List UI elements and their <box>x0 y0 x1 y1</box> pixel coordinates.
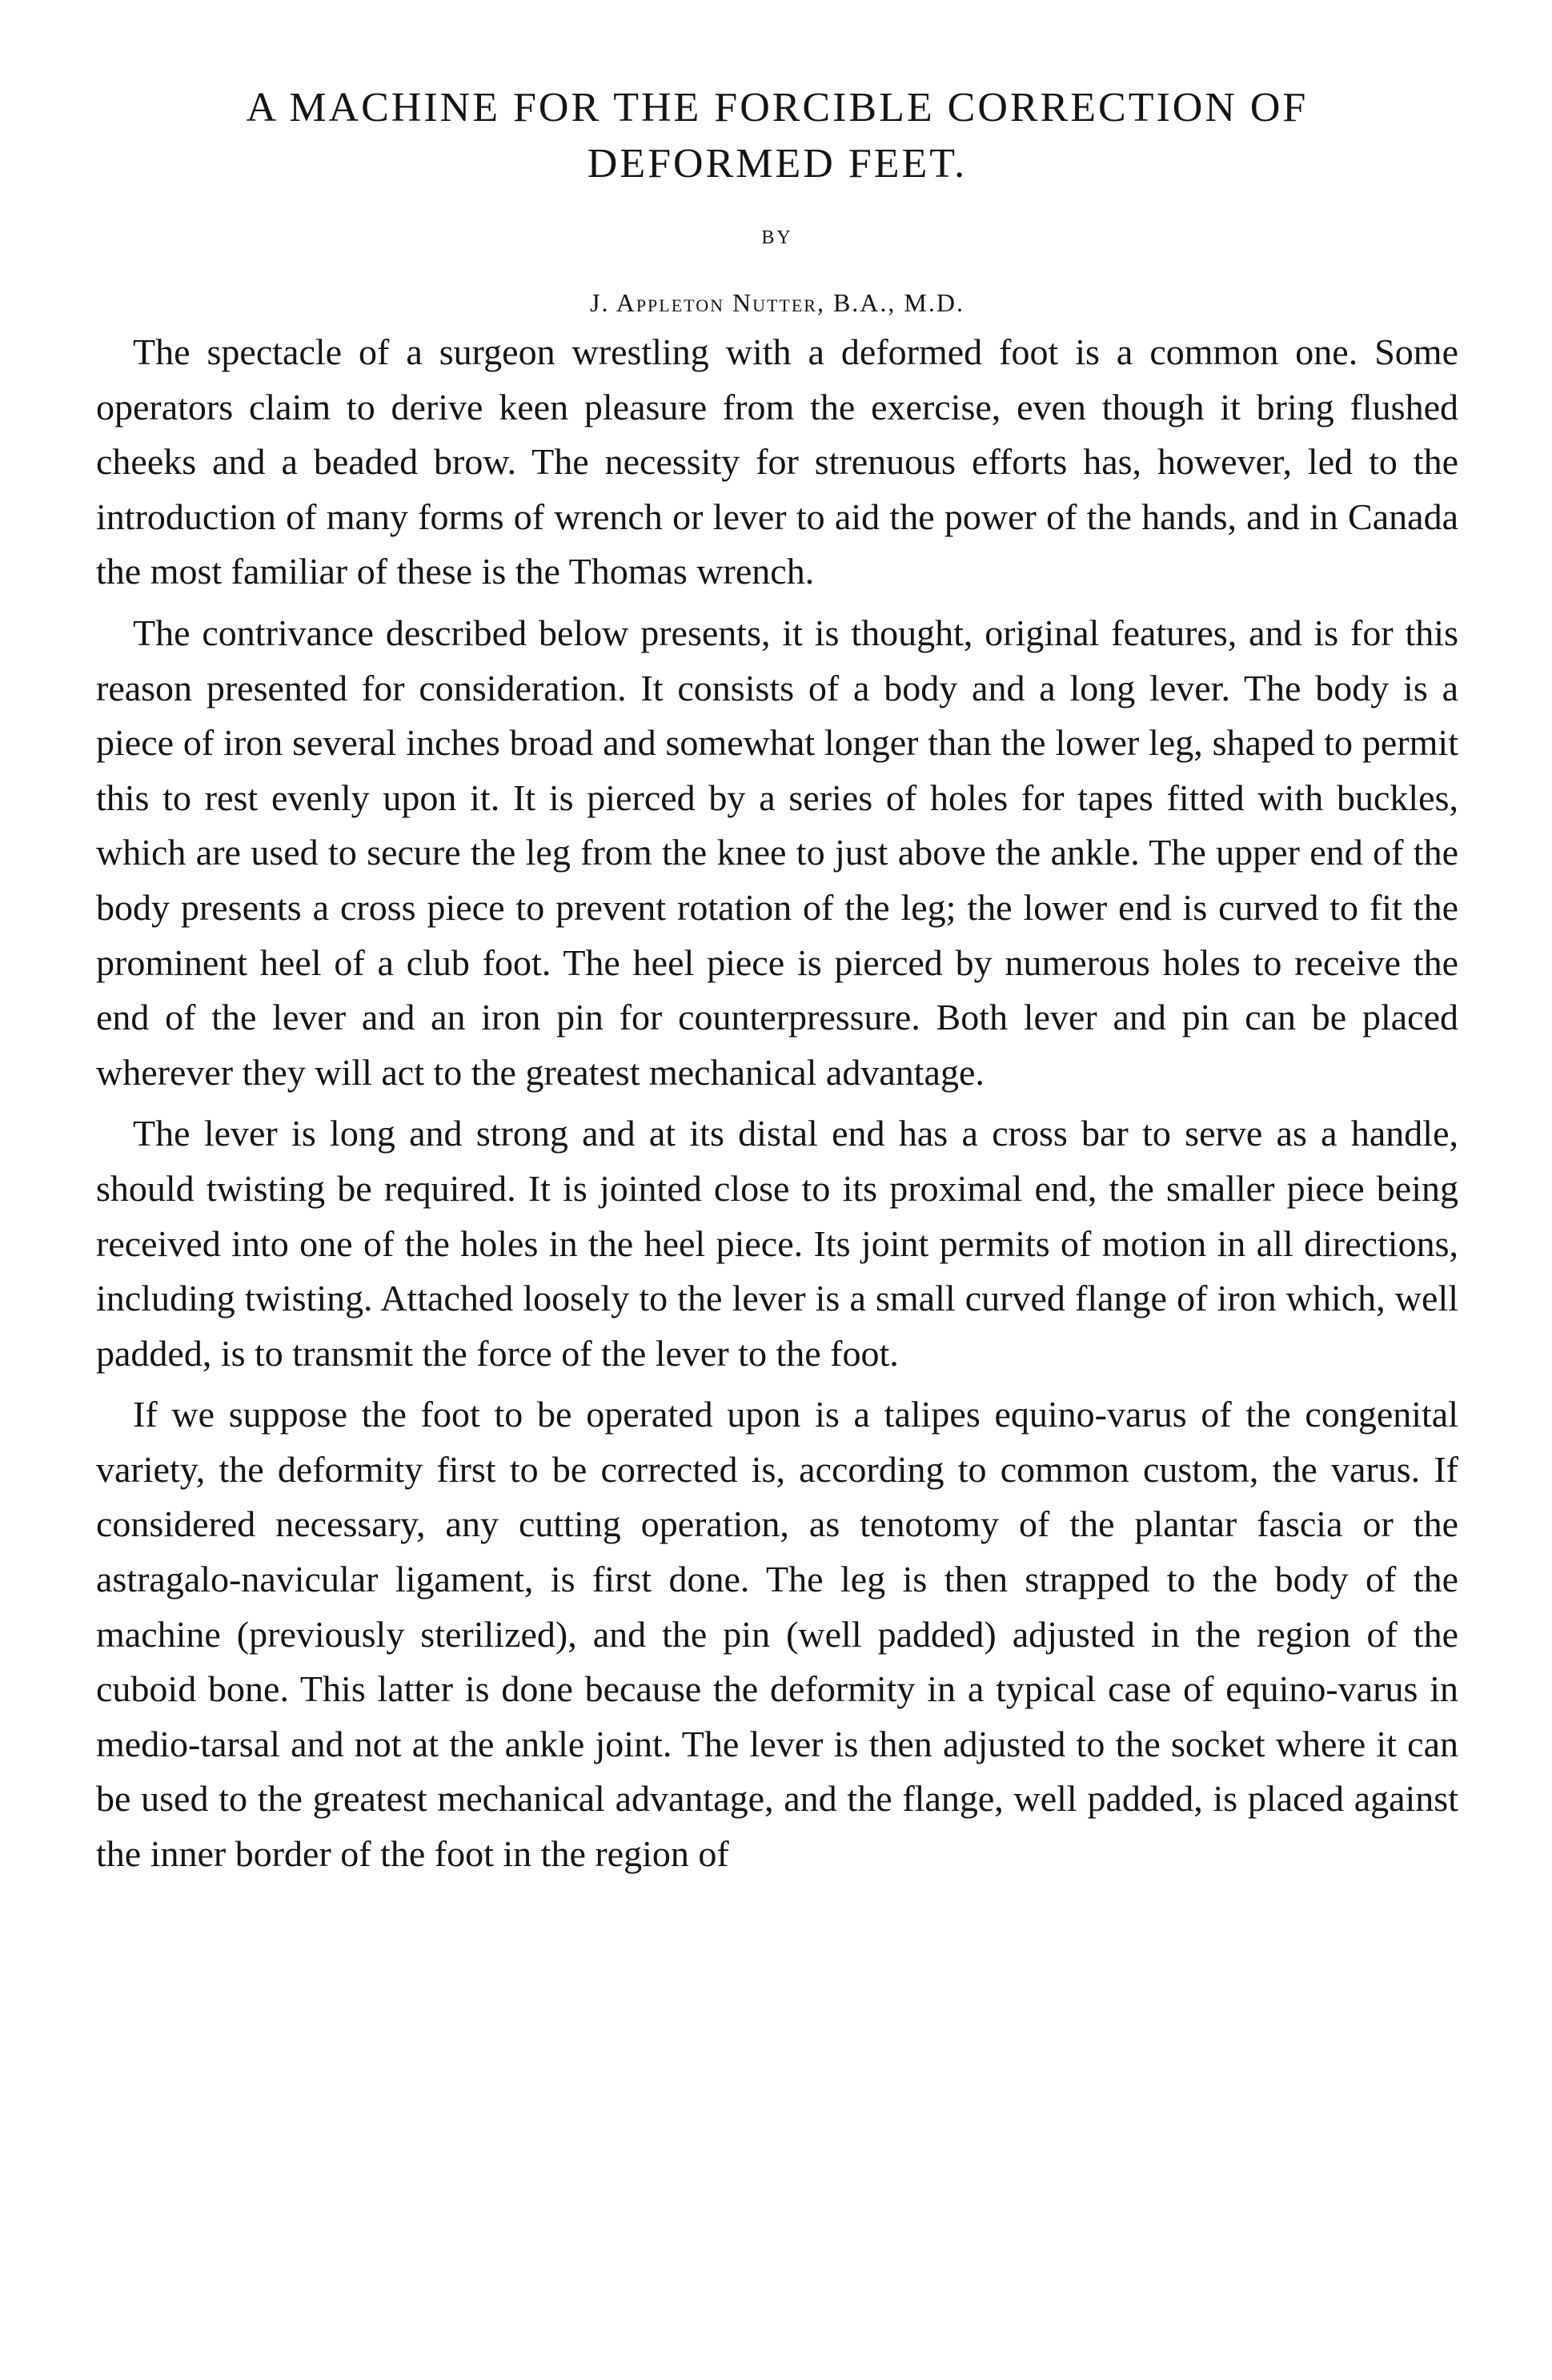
paragraph-1: The spectacle of a surgeon wrestling with a deformed foot is a common one. Some operators claim to derive keen pleasure from the exercise, even though it bring flushed cheeks and a beaded brow. The necessity for strenuous efforts has, however, led to the introduction of many forms of wrench or lever to aid the power of the hands, and in Canada the most familiar of these is the Thomas wrench. <box>96 331 1458 592</box>
article-header <box>96 80 1458 319</box>
byline-by: BY <box>761 227 793 248</box>
paragraph-2: The contrivance described below presents, it is thought, original features, and is for this reason presented for consideration. It consists of a body and a long lever. The body is a piece of iron several inches broad and somewhat longer than the lower leg, shaped to permit this to rest evenly upon it. It is pierced by a series of holes for tapes fitted with buckles, which are used to secure the leg from the knee to just above the ankle. The upper end of the body presents a cross piece to prevent rotation of the leg; the lower end is curved to fit the prominent heel of a club foot. The heel piece is pierced by numerous holes to receive the end of the lever and an iron pin for counterpressure. Both lever and pin can be placed wherever they will act to the greatest mechanical advantage. <box>96 612 1458 1093</box>
title-line-2: DEFORMED FEET. <box>587 141 968 187</box>
article-page <box>96 80 1458 1888</box>
paragraph-4: If we suppose the foot to be operated upon is a talipes equino-varus of the congenital variety, the deformity first to be corrected is, according to common custom, the varus. If considered necessary, any cutting operation, as tenotomy of the plantar fascia or the astragalo-navicular ligament, is first done. The leg is then strapped to the body of the machine (previously sterilized), and the pin (well padded) adjusted in the region of the cuboid bone. This latter is done because the deformity in a typical case of equino-varus in medio-tarsal and not at the ankle joint. The lever is then adjusted to the socket where it can be used to the greatest mechanical advantage, and the flange, well padded, is placed against the inner border of the foot in the region of <box>96 1394 1458 1875</box>
paragraph-3: The lever is long and strong and at its distal end has a cross bar to serve as a handle, should twisting be required. It is jointed close to its proximal end, the smaller piece being received into one of the holes in the heel piece. Its joint permits of motion in all directions, including twisting. Attached loosely to the lever is a small curved flange of iron which, well padded, is to transmit the force of the lever to the foot. <box>96 1113 1458 1374</box>
article-body <box>96 325 1458 1882</box>
article-title <box>96 80 1458 192</box>
title-line-1: A MACHINE FOR THE FORCIBLE CORRECTION OF <box>246 85 1309 130</box>
author-name: J. Appleton Nutter, B.A., M.D. <box>590 288 964 317</box>
